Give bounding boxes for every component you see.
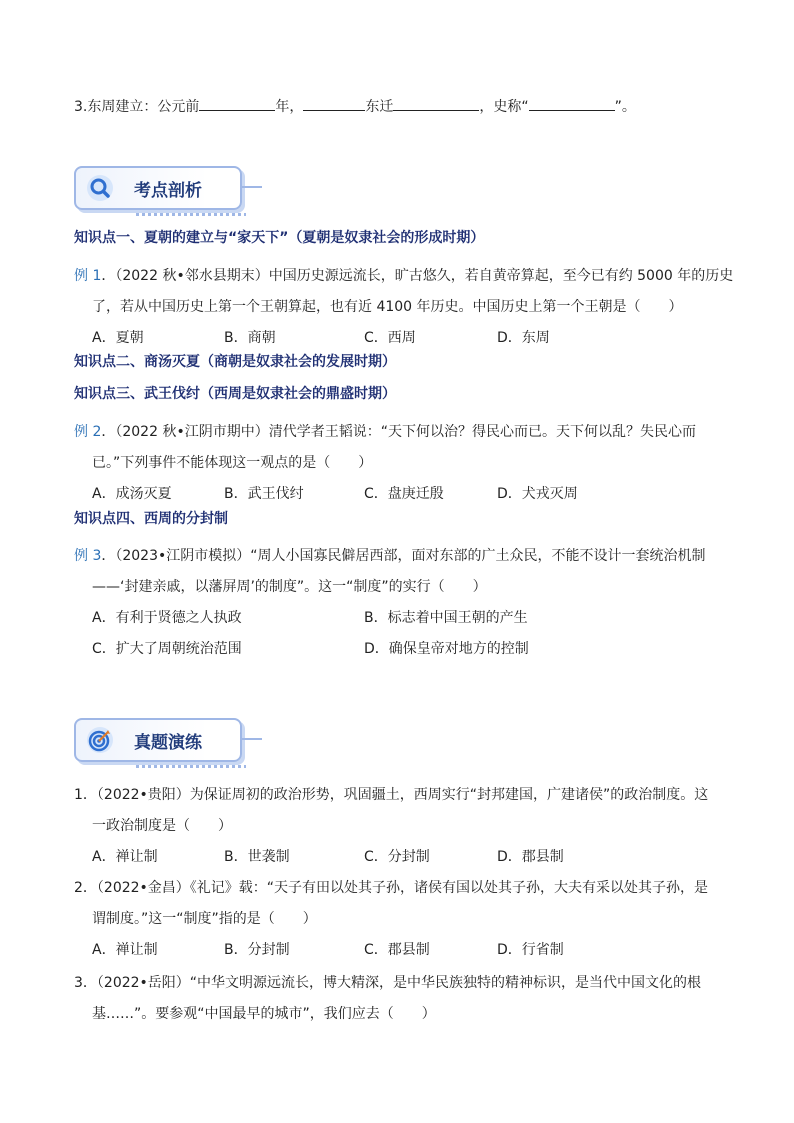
question-3-line-2: 基……”。要参观“中国最早的城市”，我们应去（ ）	[92, 1006, 436, 1022]
target-icon	[86, 726, 114, 754]
option-b[interactable]: B．分封制	[224, 942, 290, 958]
knowledge-point-1: 知识点一、夏朝的建立与“家天下”（夏朝是奴隶社会的形成时期）	[74, 230, 485, 246]
option-a[interactable]: A．夏朝	[92, 330, 144, 346]
example-2-line-1: 例 2．（2022 秋•江阴市期中）清代学者王韬说：“天下何以治？得民心而已。天下何以乱？失民心而	[74, 424, 696, 440]
option-a[interactable]: A．禅让制	[92, 942, 158, 958]
example-3-line-2: ——‘封建亲戚，以藩屏周’的制度”。这一“制度”的实行（ ）	[92, 579, 487, 595]
option-d[interactable]: D．行省制	[497, 942, 564, 958]
question-2-line-2: 谓制度。”这一“制度”指的是（ ）	[92, 911, 317, 927]
option-b[interactable]: B．世袭制	[224, 849, 290, 865]
option-d[interactable]: D．确保皇帝对地方的控制	[364, 641, 529, 657]
option-a[interactable]: A．成汤灭夏	[92, 486, 172, 502]
knowledge-point-4: 知识点四、西周的分封制	[74, 511, 228, 527]
blank-4[interactable]	[529, 96, 615, 111]
option-c[interactable]: C．扩大了周朝统治范围	[92, 641, 242, 657]
section-title: 真题演练	[134, 733, 202, 753]
option-a[interactable]: A．禅让制	[92, 849, 158, 865]
option-c[interactable]: C．分封制	[364, 849, 430, 865]
example-1-line-2: 了，若从中国历史上第一个王朝算起，也有近 4100 年历史。中国历史上第一个王朝是（ ）	[92, 299, 683, 315]
question-3-line-1: 3．（2022•岳阳）“中华文明源远流长，博大精深，是中华民族独特的精神标识，是当代中国文化的根	[74, 975, 702, 991]
magnifier-icon	[86, 174, 114, 202]
option-a[interactable]: A．有利于贤德之人执政	[92, 610, 242, 626]
option-c[interactable]: C．盘庚迁殷	[364, 486, 444, 502]
example-3-line-1: 例 3．（2023•江阴市模拟）“周人小国寡民僻居西部，面对东部的广土众民，不能不设计一套统治机制	[74, 548, 706, 564]
section-banner-practice	[74, 718, 242, 762]
blank-3[interactable]	[393, 96, 479, 111]
option-c[interactable]: C．郡县制	[364, 942, 430, 958]
knowledge-point-3: 知识点三、武王伐纣（西周是奴隶社会的鼎盛时期）	[74, 386, 396, 402]
example-1-line-1: 例 1．（2022 秋•邻水县期末）中国历史源远流长，旷古悠久，若自黄帝算起，至今已有约 5000 年的历史	[74, 268, 734, 284]
option-b[interactable]: B．标志着中国王朝的产生	[364, 610, 528, 626]
example-2-line-2: 已。”下列事件不能体现这一观点的是（ ）	[92, 455, 373, 471]
option-c[interactable]: C．西周	[364, 330, 416, 346]
question-1-line-1: 1．（2022•贵阳）为保证周初的政治形势，巩固疆土，西周实行“封邦建国，广建诸侯”的政治制度。这	[74, 787, 709, 803]
option-d[interactable]: D．犬戎灭周	[497, 486, 578, 502]
blank-1[interactable]	[199, 96, 275, 111]
knowledge-point-2: 知识点二、商汤灭夏（商朝是奴隶社会的发展时期）	[74, 354, 396, 370]
option-d[interactable]: D．郡县制	[497, 849, 564, 865]
option-b[interactable]: B．武王伐纣	[224, 486, 304, 502]
question-1-line-2: 一政治制度是（ ）	[92, 818, 232, 834]
option-b[interactable]: B．商朝	[224, 330, 276, 346]
section-banner-analysis	[74, 166, 242, 210]
question-2-line-1: 2．（2022•金昌）《礼记》载：“天子有田以处其子孙，诸侯有国以处其子孙，大夫有采以处其子孙，是	[74, 880, 709, 896]
option-d[interactable]: D．东周	[497, 330, 550, 346]
section-title: 考点剖析	[134, 181, 202, 201]
blank-2[interactable]	[303, 96, 365, 111]
fill-in-question: 3.东周建立：公元前 年， 东迁 ，史称“ ”。	[74, 96, 636, 116]
